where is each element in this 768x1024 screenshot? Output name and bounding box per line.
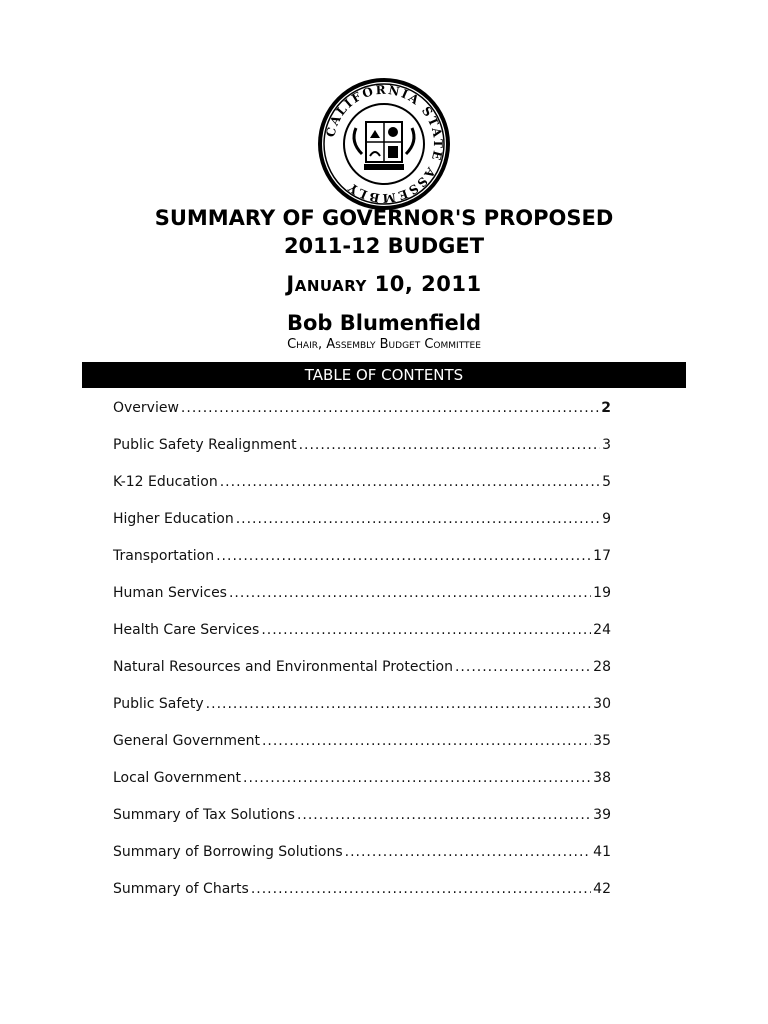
toc-list: [113, 393, 611, 911]
toc-leader-dots: [229, 578, 591, 608]
toc-item[interactable]: [113, 393, 611, 430]
toc-item[interactable]: [113, 726, 611, 763]
toc-item[interactable]: [113, 874, 611, 911]
toc-item-label: Local Government: [113, 770, 242, 786]
toc-item-page: 38: [593, 770, 611, 786]
toc-leader-dots: [251, 874, 591, 904]
toc-item-label: K-12 Education: [113, 474, 218, 490]
toc-item-label: Natural Resources and Environmental Protection: [113, 659, 453, 675]
toc-item-page: 24: [593, 622, 611, 638]
toc-leader-dots: [181, 393, 599, 423]
toc-item-page: 41: [593, 844, 611, 860]
toc-leader-dots: [345, 837, 592, 867]
toc-item-page: 19: [593, 585, 611, 601]
toc-item[interactable]: [113, 763, 611, 800]
toc-leader-dots: [262, 726, 591, 756]
toc-item-label: Health Care Services: [113, 622, 260, 638]
toc-leader-dots: [299, 430, 601, 460]
author-name: Bob Blumenfield: [286, 311, 482, 335]
toc-leader-dots: [297, 800, 591, 830]
toc-item[interactable]: [113, 689, 611, 726]
toc-leader-dots: [243, 763, 591, 793]
toc-item-page: 35: [593, 733, 611, 749]
toc-item-page: 5: [602, 474, 611, 490]
toc-item-page: 42: [593, 881, 611, 897]
toc-item-label: Public Safety Realignment: [113, 437, 297, 453]
toc-item-label: Human Services: [113, 585, 227, 601]
toc-item[interactable]: [113, 800, 611, 837]
toc-leader-dots: [261, 615, 591, 645]
toc-item-label: Transportation: [113, 548, 215, 564]
toc-item-label: Overview: [113, 400, 179, 416]
toc-item-label: Summary of Charts: [113, 881, 249, 897]
toc-item-page: 39: [593, 807, 611, 823]
toc-item-page: 2: [601, 400, 611, 416]
document-title-line1: SUMMARY OF GOVERNOR'S PROPOSED: [154, 206, 614, 230]
toc-item[interactable]: [113, 615, 611, 652]
toc-item[interactable]: [113, 504, 611, 541]
toc-leader-dots: [220, 467, 600, 497]
toc-item-label: Summary of Borrowing Solutions: [113, 844, 343, 860]
document-title-line2: 2011-12 BUDGET: [283, 234, 485, 258]
toc-item-page: 9: [602, 511, 611, 527]
toc-item[interactable]: [113, 578, 611, 615]
toc-leader-dots: [455, 652, 591, 682]
toc-item[interactable]: [113, 541, 611, 578]
toc-item-label: Summary of Tax Solutions: [113, 807, 295, 823]
toc-heading: TABLE OF CONTENTS: [82, 362, 686, 388]
toc-item-page: 3: [602, 437, 611, 453]
seal-text: CALIFORNIA STATE ASSEMBLY: [323, 82, 446, 206]
toc-leader-dots: [236, 504, 600, 534]
document-date: January 10, 2011: [286, 272, 482, 296]
toc-leader-dots: [216, 541, 591, 571]
toc-item[interactable]: [113, 430, 611, 467]
toc-item-page: 30: [593, 696, 611, 712]
toc-item-label: Public Safety: [113, 696, 204, 712]
toc-item-label: General Government: [113, 733, 260, 749]
toc-leader-dots: [206, 689, 592, 719]
toc-item[interactable]: [113, 467, 611, 504]
toc-item[interactable]: [113, 837, 611, 874]
author-role: Chair, Assembly Budget Committee: [287, 337, 481, 352]
california-state-assembly-seal: [316, 76, 452, 212]
toc-item[interactable]: [113, 652, 611, 689]
toc-item-page: 17: [593, 548, 611, 564]
toc-item-label: Higher Education: [113, 511, 234, 527]
toc-item-page: 28: [593, 659, 611, 675]
